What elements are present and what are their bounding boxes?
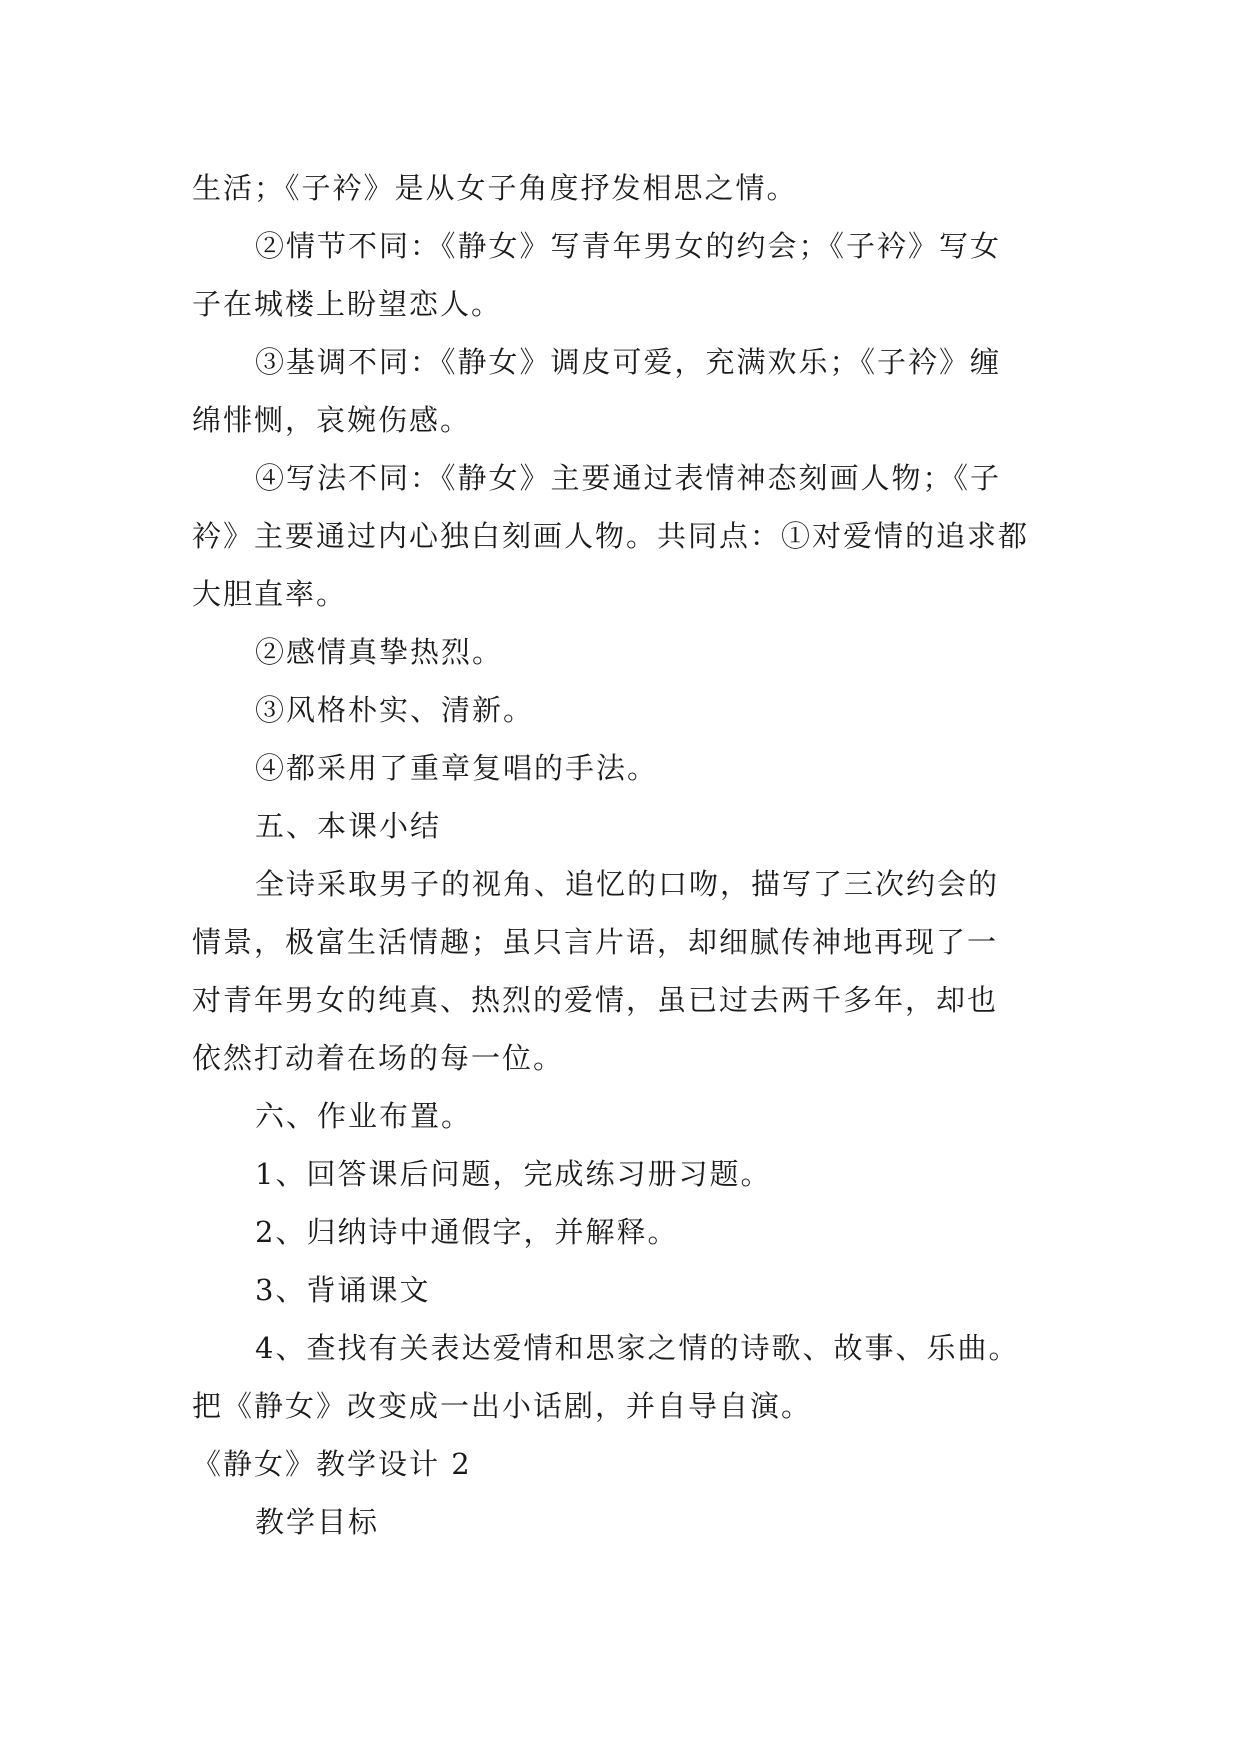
text-line: 生活；《子衿》是从女子角度抒发相思之情。 <box>192 171 798 205</box>
list-item: 2、归纳诗中通假字，并解释。 <box>255 1215 679 1249</box>
text-line: 对青年男女的纯真、热烈的爱情，虽已过去两千多年，却也 <box>192 983 999 1017</box>
text-line: 子在城楼上盼望恋人。 <box>192 287 503 321</box>
section-heading: 五、本课小结 <box>255 809 442 843</box>
text-line: ④都采用了重章复唱的手法。 <box>255 751 659 785</box>
section-heading: 教学目标 <box>255 1505 380 1539</box>
text-line: 衿》主要通过内心独白刻画人物。共同点：①对爱情的追求都 <box>192 519 1030 553</box>
text-line: 把《静女》改变成一出小话剧，并自导自演。 <box>192 1389 813 1423</box>
text-line: 情景，极富生活情趣；虽只言片语，却细腻传神地再现了一 <box>192 925 999 959</box>
list-item: 4、查找有关表达爱情和思家之情的诗歌、故事、乐曲。 <box>255 1331 1020 1365</box>
text-line: ③风格朴实、清新。 <box>255 693 535 727</box>
text-line: 绵悱恻，哀婉伤感。 <box>192 403 472 437</box>
text-line: ②情节不同：《静女》写青年男女的约会；《子衿》写女 <box>255 229 1002 263</box>
list-item: 1、回答课后问题，完成练习册习题。 <box>255 1157 772 1191</box>
text-line: ②感情真挚热烈。 <box>255 635 504 669</box>
text-line: ③基调不同：《静女》调皮可爱，充满欢乐；《子衿》缠 <box>255 345 1002 379</box>
text-line: 全诗采取男子的视角、追忆的口吻，描写了三次约会的 <box>255 867 1000 901</box>
document-title: 《静女》教学设计 2 <box>192 1447 472 1481</box>
text-line: 依然打动着在场的每一位。 <box>192 1041 565 1075</box>
text-line: ④写法不同：《静女》主要通过表情神态刻画人物；《子 <box>255 461 1002 495</box>
list-item: 3、背诵课文 <box>255 1273 431 1307</box>
text-line: 大胆直率。 <box>192 577 348 611</box>
section-heading: 六、作业布置。 <box>255 1099 473 1133</box>
